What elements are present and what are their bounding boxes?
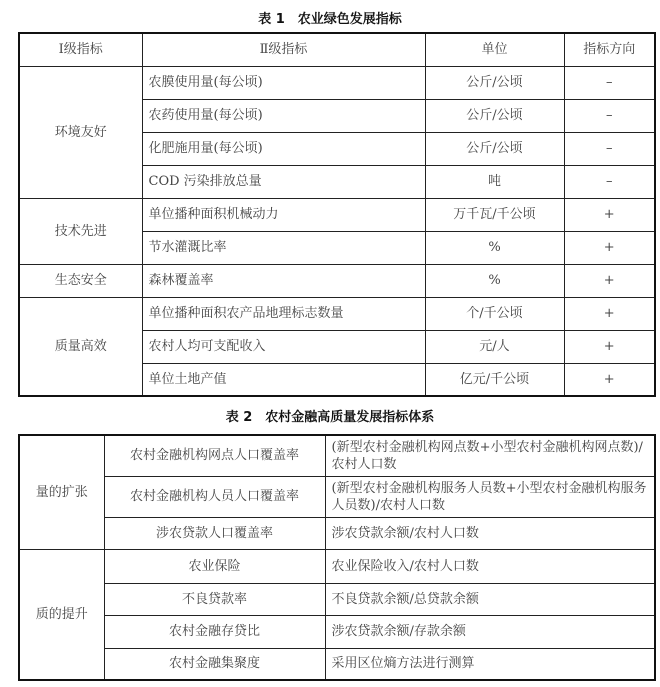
indicator: 农业保险 <box>104 549 325 583</box>
indicator: 森林覆盖率 <box>142 264 425 297</box>
direction: + <box>564 330 655 363</box>
indicator: 农村金融机构网点人口覆盖率 <box>104 435 325 476</box>
unit: 元/人 <box>425 330 564 363</box>
table1-title: 表 1 农业绿色发展指标 <box>258 12 402 27</box>
indicator: 单位土地产值 <box>142 363 425 396</box>
indicator: 化肥施用量(每公顷) <box>142 132 425 165</box>
header-level1: Ⅰ级指标 <box>19 33 142 66</box>
table-row <box>19 198 655 231</box>
unit: 亿元/千公顷 <box>425 363 564 396</box>
indicator: 农村金融集聚度 <box>104 648 325 680</box>
table-row <box>19 615 655 648</box>
indicator: 不良贷款率 <box>104 583 325 615</box>
direction: + <box>564 231 655 264</box>
table-row <box>19 583 655 615</box>
unit: 吨 <box>425 165 564 198</box>
unit: % <box>425 264 564 297</box>
indicator: 农村人均可支配收入 <box>142 330 425 363</box>
indicator: 节水灌溉比率 <box>142 231 425 264</box>
indicator: 单位播种面积机械动力 <box>142 198 425 231</box>
formula: 涉农贷款余额/农村人口数 <box>325 517 655 549</box>
table2-title: 表 2 农村金融高质量发展指标体系 <box>225 410 435 425</box>
header-row <box>19 33 655 66</box>
unit: 公斤/公顷 <box>425 99 564 132</box>
indicator: 农药使用量(每公顷) <box>142 99 425 132</box>
table-row <box>19 264 655 297</box>
direction: + <box>564 198 655 231</box>
table-row <box>19 435 655 476</box>
unit: 公斤/公顷 <box>425 132 564 165</box>
unit: 万千瓦/千公顷 <box>425 198 564 231</box>
unit: 个/千公顷 <box>425 297 564 330</box>
table-row <box>19 476 655 517</box>
indicator: 单位播种面积农产品地理标志数量 <box>142 297 425 330</box>
group-name: 质的提升 <box>19 549 104 680</box>
unit: % <box>425 231 564 264</box>
direction: – <box>564 165 655 198</box>
formula: 农业保险收入/农村人口数 <box>325 549 655 583</box>
direction: – <box>564 99 655 132</box>
indicator: 农村金融机构人员人口覆盖率 <box>104 476 325 517</box>
direction: + <box>564 363 655 396</box>
table-row <box>19 517 655 549</box>
indicator: 涉农贷款人口覆盖率 <box>104 517 325 549</box>
header-unit: 单位 <box>425 33 564 66</box>
group-name: 生态安全 <box>19 264 142 297</box>
direction: – <box>564 66 655 99</box>
formula: 不良贷款余额/总贷款余额 <box>325 583 655 615</box>
formula: 采用区位熵方法进行测算 <box>325 648 655 680</box>
group-name: 量的扩张 <box>19 435 104 549</box>
direction: + <box>564 297 655 330</box>
indicator: 农膜使用量(每公顷) <box>142 66 425 99</box>
table-row <box>19 297 655 330</box>
group-name: 环境友好 <box>19 66 142 198</box>
table-row <box>19 648 655 680</box>
agricultural-green-development-table <box>18 32 656 397</box>
formula: (新型农村金融机构网点数+小型农村金融机构网点数)/农村人口数 <box>325 435 655 476</box>
formula: 涉农贷款余额/存款余额 <box>325 615 655 648</box>
direction: – <box>564 132 655 165</box>
indicator: COD 污染排放总量 <box>142 165 425 198</box>
direction: + <box>564 264 655 297</box>
group-name: 技术先进 <box>19 198 142 264</box>
table-row <box>19 66 655 99</box>
indicator: 农村金融存贷比 <box>104 615 325 648</box>
group-name: 质量高效 <box>19 297 142 396</box>
unit: 公斤/公顷 <box>425 66 564 99</box>
table-row <box>19 549 655 583</box>
rural-finance-indicator-table <box>18 434 656 681</box>
formula: (新型农村金融机构服务人员数+小型农村金融机构服务人员数)/农村人口数 <box>325 476 655 517</box>
header-direction: 指标方向 <box>564 33 655 66</box>
header-level2: Ⅱ级指标 <box>142 33 425 66</box>
